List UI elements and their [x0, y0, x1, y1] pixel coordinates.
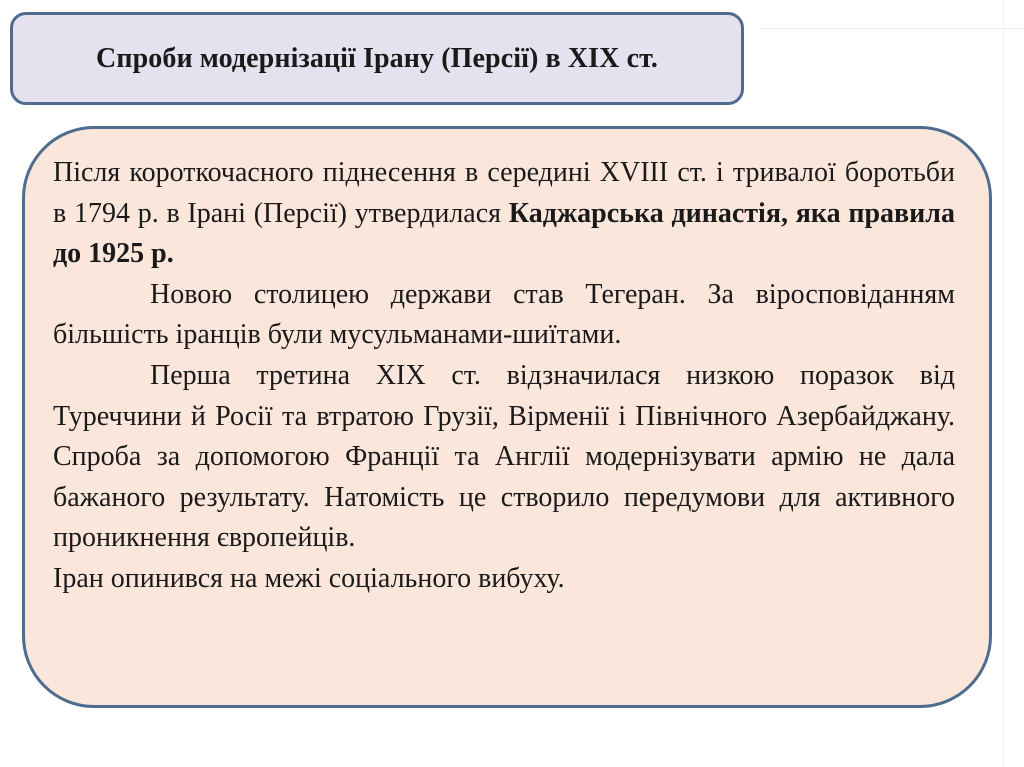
paragraph-1-text: Після короткочасного піднесення в середині XVIII ст. і тривалої боротьби в 1794 р. в Ірані (Персії) утвердилася — [53, 157, 955, 229]
paragraph-4: Іран опинився на межі соціального вибуху. — [53, 562, 565, 594]
slide-title: Спроби модернізації Ірану (Персії) в ХІХ ст. — [96, 42, 658, 74]
content-box — [22, 126, 992, 708]
paragraph-2: Новою столицею держави став Тегеран. За віросповіданням більшість іранців були мусульманами-шиїтами. — [53, 278, 955, 351]
paragraph-1-bold: Каджарська династія, яка правила до 1925 р. — [53, 197, 956, 270]
paragraph-1 — [53, 153, 955, 275]
paragraph-3: Перша третина ХІХ ст. відзначилася низкою поразок від Туреччини й Росії та втратою Грузії, Вірменії і Північного Азербайджану. Спроба за допомогою Франції та Англії модернізувати армію не дала бажаного результату. Натомість це створило передумови для активного проникнення європейців. — [53, 359, 955, 554]
title-box — [10, 12, 744, 105]
decorative-line — [760, 28, 1024, 29]
content-text — [53, 153, 955, 600]
decorative-line — [1003, 0, 1004, 767]
